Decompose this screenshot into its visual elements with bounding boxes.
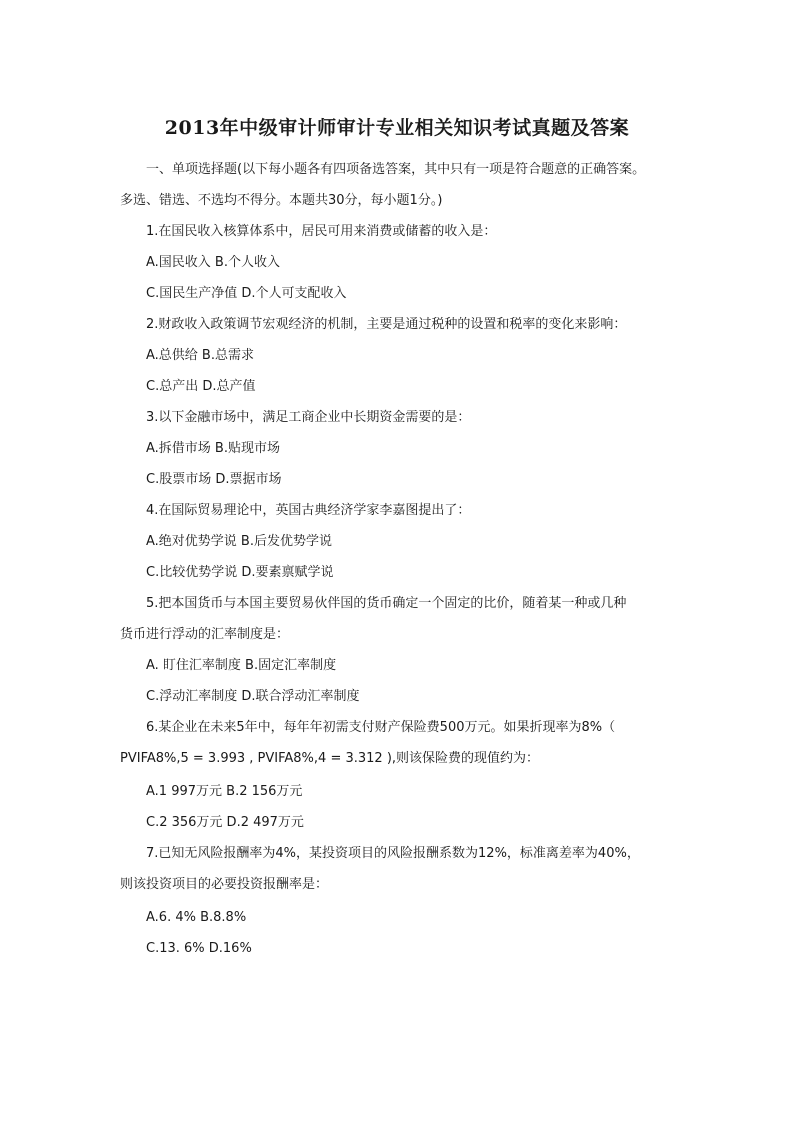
question-3-options-cd: C.股票市场 D.票据市场: [146, 472, 282, 487]
question-6-stem-line-1: 6.某企业在未来5年中，每年年初需支付财产保险费500万元。如果折现率为8%（: [146, 720, 616, 735]
question-3-stem: 3.以下金融市场中，满足工商企业中长期资金需要的是：: [146, 410, 471, 425]
question-7-options-ab: A.6. 4% B.8.8%: [146, 910, 247, 925]
question-4-options-ab: A.绝对优势学说 B.后发优势学说: [146, 534, 332, 549]
question-7-stem-line-1: 7.已知无风险报酬率为4%，某投资项目的风险报酬系数为12%，标准离差率为40%，: [146, 846, 640, 861]
question-5-stem-line-2: 货币进行浮动的汇率制度是：: [120, 627, 290, 642]
question-2-options-cd: C.总产出 D.总产值: [146, 379, 256, 394]
question-6-options-cd: C.2 356万元 D.2 497万元: [146, 815, 304, 830]
document-title: 2013年中级审计师审计专业相关知识考试真题及答案: [164, 117, 630, 139]
question-1-options-ab: A.国民收入 B.个人收入: [146, 255, 280, 270]
question-7-stem-line-2: 则该投资项目的必要投资报酬率是：: [120, 877, 329, 892]
intro-line-1: 一、单项选择题(以下每小题各有四项备选答案，其中只有一项是符合题意的正确答案。: [146, 162, 646, 177]
question-5-options-cd: C.浮动汇率制度 D.联合浮动汇率制度: [146, 689, 360, 704]
question-3-options-ab: A.拆借市场 B.贴现市场: [146, 441, 280, 456]
question-2-stem: 2.财政收入政策调节宏观经济的机制，主要是通过税种的设置和税率的变化来影响：: [146, 317, 627, 332]
intro-line-2: 多选、错选、不选均不得分。本题共30分，每小题1分。): [120, 193, 443, 208]
question-4-options-cd: C.比较优势学说 D.要素禀赋学说: [146, 565, 334, 580]
question-5-stem-line-1: 5.把本国货币与本国主要贸易伙伴国的货币确定一个固定的比价，随着某一种或几种: [146, 596, 627, 611]
question-7-options-cd: C.13. 6% D.16%: [146, 941, 252, 956]
question-6-stem-line-2: PVIFA8%,5 = 3.993 , PVIFA8%,4 = 3.312 ),则该保险费的现值约为：: [120, 751, 540, 766]
question-6-options-ab: A.1 997万元 B.2 156万元: [146, 784, 303, 799]
question-4-stem: 4.在国际贸易理论中，英国古典经济学家李嘉图提出了：: [146, 503, 471, 518]
question-1-stem: 1.在国民收入核算体系中，居民可用来消费或储蓄的收入是：: [146, 224, 497, 239]
question-2-options-ab: A.总供给 B.总需求: [146, 348, 254, 363]
question-1-options-cd: C.国民生产净值 D.个人可支配收入: [146, 286, 347, 301]
question-5-options-ab: A. 盯住汇率制度 B.固定汇率制度: [146, 658, 337, 673]
